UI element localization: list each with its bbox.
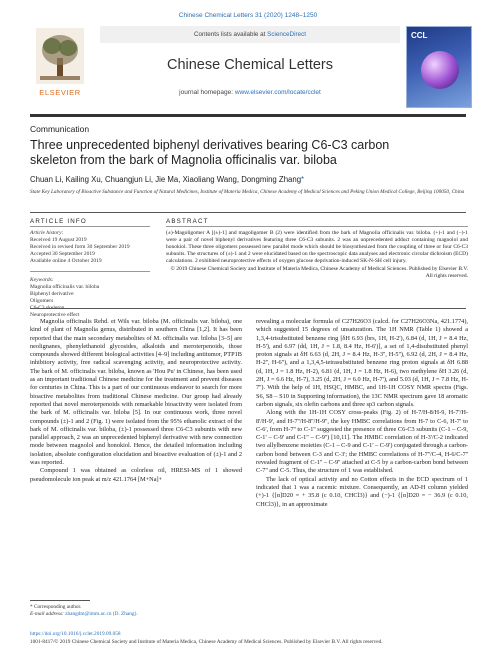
article-history: [30, 230, 150, 265]
elsevier-logo[interactable]: [30, 28, 90, 112]
history-item: Available online 4 October 2019: [30, 258, 102, 264]
info-rule: [30, 226, 150, 227]
email-line: [30, 611, 242, 618]
keywords-label: Keywords:: [30, 277, 54, 283]
keyword: Neuroprotective effect: [30, 312, 80, 318]
body-paragraph: Magnolia officinalis Rehd. et Wils var. biloba (M. officinalis var. biloba), one kind of plant of Magnolia genus, distributed in southern China [1,2]. It has been reported that the main secondary metabolites of M. officinalis var. biloba [3–5] are neolignanes, phenylethanoid glycosides, alkaloids and meroterpenoids, those compounds showed different biological activities [4–9] including antitumor, PTP1B inhibitory activity, free radical scavenging activity, and neuroprotective activity. The bark of M. officinalis var. biloba, known as 'Hou Pu' in Chinese, has been used as an important traditional Chinese medicine for the treatment and prevent diseases for centuries in China. This is a part of our continuous endeavor to search for more bioactive metabolites from traditional Chinese medicine. Our group had already reported that novel meroterpenoids with remarkable bioactivity were isolated from the bark of M. officinalis var. biloba [5]. In our continuous work, three novel compounds (±)-1 and 2 (Fig. 1) were isolated from the 95% ethanolic extract of the bark of M. officinalis var. biloba, (±)-1 possessed three C6-C3 subunits with new parallel approach, 2 was an unprecedented biphenyl derivative with new connection mode between magnolol and honokiol. Hence, the detailed information including isolation, absolute configuration elucidation and bioactive evaluation of (±)-1 and 2 was reported.: [30, 318, 242, 467]
elsevier-wordmark: ELSEVIER: [39, 88, 81, 97]
keywords: [30, 277, 150, 319]
cover-label: CCL: [411, 31, 428, 40]
homepage-link[interactable]: www.elsevier.com/locate/cclet: [234, 89, 321, 96]
history-label: Article history:: [30, 230, 64, 236]
masthead-rule: [30, 114, 466, 117]
body-column-left: [30, 318, 242, 484]
body-paragraph: The lack of optical activity and no Cotton effects in the ECD spectrum of 1 indicated that 1 was a racemic mixture. Consequently, an AD-H column yielded (+)-1 {[α]D20 = + 35.8 (c 0.10, CHCl3)} and (−)-1 {[α]D20 = − 36.9 (c 0.10, CHCl3)}, in an approximate: [256, 475, 468, 508]
history-item: Accepted 30 September 2019: [30, 251, 95, 257]
email-link[interactable]: zhangdm@imm.ac.cn (D. Zhang).: [65, 611, 138, 617]
body-paragraph: Along with the 1H-1H COSY cross-peaks (Fig. 2) of H-7/H-8/H-9, H-7'/H-8'/H-9', and H-7''/H-8''/H-9'', the key HMBC correlations from H-7 to C-6, H-7' to C-6', from H-7'' to C-1'' suggested the presence of three C6-C3 subunits (C-1 – C-9, C-1' – C-9' and C-1'' – C-9'') [10,11]. The HMBC correlation of H-3'/C-2 indicated two allylbenzene moieties (C-1 – C-9 and C-1' – C-9') conjugated through a carbon-carbon bond between C-3 and C-3'; the HMBC correlations of H-7''/C-4, H-6/C-7'' revealed fragment of C-1'' – C-9'' attached at C-5 by a carbon-carbon bond between C-7'' and C-5. Thus, the structure of 1 was established.: [256, 409, 468, 475]
footnotes: [30, 600, 242, 618]
abstract-rule: [166, 226, 468, 227]
abstract-copyright: © 2019 Chinese Chemical Society and Institute of Materia Medica, Chinese Academy of Medical Sciences. Published by Elsevier B.V. All rights reserved.: [170, 266, 468, 279]
abstract-heading: ABSTRACT: [166, 218, 209, 225]
issn-copyright: 1001-8417/© 2019 Chinese Chemical Society and Institute of Materia Medica, Chinese Academy of Medical Sciences. Published by Elsevier B.V. All rights reserved.: [30, 639, 383, 645]
journal-reference[interactable]: Chinese Chemical Letters 31 (2020) 1248–1250: [178, 12, 318, 19]
sciencedirect-link[interactable]: ScienceDirect: [267, 31, 306, 38]
history-item: Received in revised form 30 September 2019: [30, 244, 130, 250]
abstract-text: (±)-Magoligomer A [(±)-1] and magoligomer B (2) were identified from the bark of Magnolia officinalis var. biloba. (+)-1 and (−)-1 were a pair of novel biphenyl derivatives featuring three C6-C3 subunits. 2 was an unprecedented adduct containing magnolol and honokiol. These three oligomers possessed new parallel mode which should be biosynthesized from the coupling of three or four C6-C3 subunits. The structures of (±)-1 and 2 were elucidated based on the spectroscopic data analyses and electronic circular dichroism (ECD) calculations. 2 exhibited neuroprotective effects of oxygen glucose deprivation-induced SK-N-SH cell injury.: [166, 230, 468, 264]
body-paragraph: revealing a molecular formula of C27H26O3 (calcd. for C27H26O3Na, 421.1774), which suggested 15 degrees of unsaturation. The 1H NMR (Table 1) showed a 1,3,4-trisubstituted benzene ring [δH 6.93 (brs, 1H, H-2'), 6.84 (d, 1H, J = 8.4 Hz, H-5'), and 6.97 (dd, 1H, J = 1.8, 8.4 Hz, H-6')], a set of 1,4-disubstituted phenyl proton signals at δH 6.63 (d, 2H, J = 8.4 Hz, H-3'', H-5''), 6.92 (d, 2H, J = 8.4 Hz, H-2'', H-6''), and a 1,3,4,5-tetrasubstituted benzene ring proton signals at δH 6.88 (d, 1H, J = 1.8 Hz, H-2), 6.81 (d, 1H, J = 1.8 Hz, H-6), two methylene δH 3.26 (d, 2H, J = 6.6 Hz, H-7), 3.25 (d, 2H, J = 6.0 Hz, H-7'), and 5.03 (d, 1H, J = 7.8 Hz, H-7''). With the help of 1H, HSQC, HMBC, and 1H-1H COSY NMR spectra (Figs. S6, S8 – S10 in Supporting information), the 13C NMR spectrum gave 18 aromatic carbon signals, six olefin carbons and three sp3 carbon signals.: [256, 318, 468, 408]
body-column-right: [256, 318, 468, 509]
email-prefix: E-mail address:: [30, 611, 66, 617]
elsevier-tree-icon: [36, 28, 84, 84]
journal-homepage: [100, 89, 400, 96]
corresponding-author-mark[interactable]: *: [301, 175, 305, 184]
keyword: Biphenyl derivative: [30, 291, 74, 297]
journal-cover[interactable]: [406, 26, 472, 108]
abstract: [166, 230, 468, 281]
history-item: Received 19 August 2019: [30, 237, 87, 243]
corresponding-author-note: * Corresponding author.: [30, 604, 82, 610]
article-info-heading: ARTICLE INFO: [30, 218, 87, 225]
article-type: Communication: [30, 124, 90, 134]
masthead: [30, 22, 472, 114]
authors-text: Chuan Li, Kailing Xu, Chuangjun Li, Jie Ma, Xiaoliang Wang, Dongming Zhang: [30, 175, 302, 184]
article-info: [30, 230, 150, 325]
cover-graphic: [421, 51, 459, 89]
affiliation: State Key Laboratory of Bioactive Substance and Function of Natural Medicines, Institute of Materia Medica, Chinese Academy of Medical Sciences and Peking Union Medical College, Beijing 100050, China: [30, 189, 465, 195]
doi-link[interactable]: https://doi.org/10.1016/j.cclet.2019.09.058: [30, 631, 121, 637]
body-rule: [30, 308, 466, 309]
contents-prefix: Contents lists available at: [193, 31, 268, 38]
body-paragraph: Compound 1 was obtained as colorless oil, HRESI-MS of 1 showed pseudomolecule ion peak at m/z 421.1764 [M+Na]+: [30, 467, 242, 483]
contents-bar: [100, 26, 400, 43]
keywords-divider: [30, 271, 150, 272]
homepage-prefix: journal homepage:: [179, 89, 235, 96]
author-list: [30, 175, 304, 184]
keyword: Oligomers: [30, 298, 54, 304]
footnote-rule: [30, 600, 90, 601]
keyword: Magnolia officinalis var. biloba: [30, 284, 100, 290]
masthead-center: [100, 26, 400, 110]
journal-title: Chinese Chemical Letters: [166, 57, 334, 73]
section-rule: [30, 212, 466, 213]
article-title: Three unprecedented biphenyl derivatives bearing C6-C3 carbon skeleton from the bark of Magnolia officinalis var. biloba: [30, 138, 390, 167]
